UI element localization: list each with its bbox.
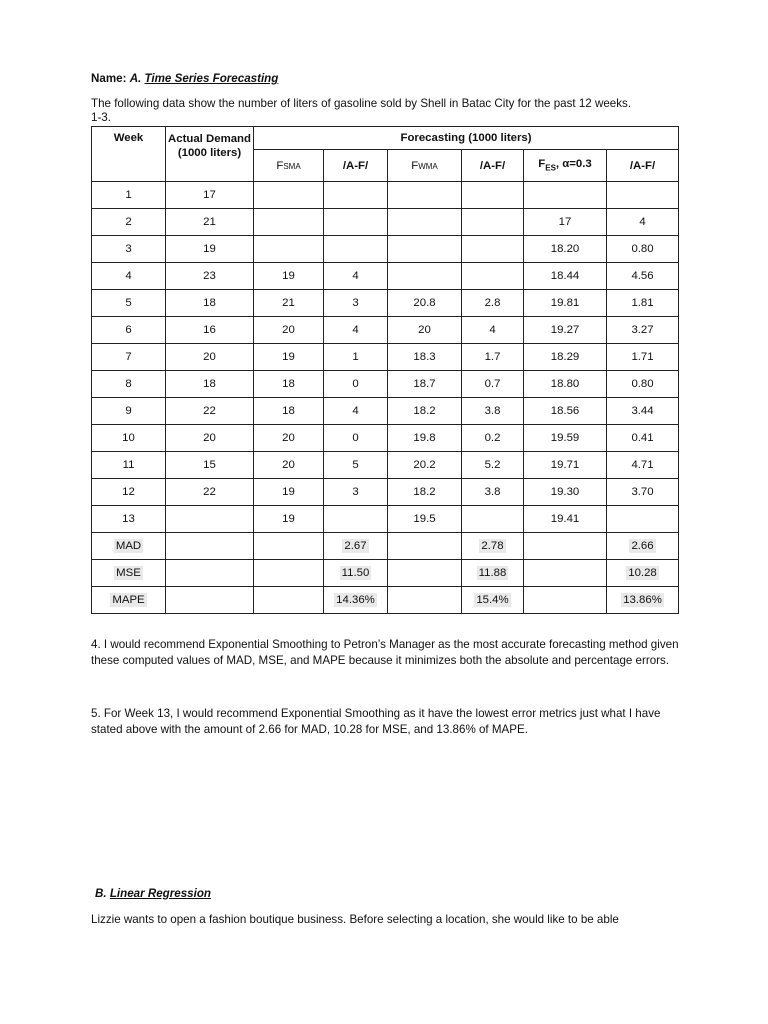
table-cell: 1.71 bbox=[607, 344, 679, 371]
table-cell: 17 bbox=[166, 182, 254, 209]
table-cell: 12 bbox=[92, 479, 166, 506]
table-cell bbox=[607, 506, 679, 533]
table-cell: 19 bbox=[254, 506, 324, 533]
summary-cell: 2.78 bbox=[462, 533, 524, 560]
table-cell: 19.27 bbox=[524, 317, 607, 344]
summary-cell bbox=[388, 533, 462, 560]
table-cell bbox=[254, 182, 324, 209]
table-cell: 4 bbox=[92, 263, 166, 290]
table-cell: 1 bbox=[324, 344, 388, 371]
table-row bbox=[92, 398, 679, 425]
table-row bbox=[92, 317, 679, 344]
table-cell bbox=[324, 182, 388, 209]
table-cell: 18.7 bbox=[388, 371, 462, 398]
table-cell: 18.2 bbox=[388, 479, 462, 506]
table-cell: 0 bbox=[324, 371, 388, 398]
table-cell: 20 bbox=[166, 425, 254, 452]
summary-cell: 11.88 bbox=[462, 560, 524, 587]
summary-cell bbox=[254, 587, 324, 614]
intro-paragraph bbox=[91, 97, 691, 125]
table-cell: 18 bbox=[166, 371, 254, 398]
table-cell bbox=[166, 506, 254, 533]
table-cell bbox=[388, 209, 462, 236]
name-label: Name: bbox=[91, 72, 127, 85]
table-summary bbox=[92, 533, 679, 614]
summary-cell bbox=[524, 587, 607, 614]
header-af-wma: /A-F/ bbox=[462, 150, 524, 182]
table-cell: 4.71 bbox=[607, 452, 679, 479]
table-cell: 1 bbox=[92, 182, 166, 209]
table-cell: 4.56 bbox=[607, 263, 679, 290]
table-cell: 20.8 bbox=[388, 290, 462, 317]
table-cell bbox=[254, 236, 324, 263]
section-letter: A. bbox=[129, 72, 142, 85]
table-cell: 15 bbox=[166, 452, 254, 479]
table-row bbox=[92, 479, 679, 506]
table-row bbox=[92, 371, 679, 398]
table-cell: 5.2 bbox=[462, 452, 524, 479]
header-week: Week bbox=[92, 127, 166, 182]
forecast-table bbox=[91, 126, 679, 614]
summary-row bbox=[92, 587, 679, 614]
table-cell: 17 bbox=[524, 209, 607, 236]
table-cell: 20 bbox=[388, 317, 462, 344]
table-cell: 18.80 bbox=[524, 371, 607, 398]
table-cell: 4 bbox=[324, 317, 388, 344]
table-cell bbox=[324, 506, 388, 533]
summary-row bbox=[92, 533, 679, 560]
summary-cell bbox=[388, 560, 462, 587]
table-cell: 21 bbox=[166, 209, 254, 236]
summary-cell: 14.36% bbox=[324, 587, 388, 614]
summary-cell: 2.67 bbox=[324, 533, 388, 560]
table-cell: 3.44 bbox=[607, 398, 679, 425]
table-cell: 3 bbox=[92, 236, 166, 263]
table-cell: 3.8 bbox=[462, 479, 524, 506]
table-cell: 7 bbox=[92, 344, 166, 371]
table-cell: 20.2 bbox=[388, 452, 462, 479]
table-row bbox=[92, 236, 679, 263]
table-cell: 19 bbox=[254, 344, 324, 371]
table-cell bbox=[254, 209, 324, 236]
table-cell: 16 bbox=[166, 317, 254, 344]
table-cell bbox=[607, 182, 679, 209]
table-cell: 4 bbox=[607, 209, 679, 236]
section-b-heading bbox=[95, 886, 695, 902]
table-cell bbox=[388, 182, 462, 209]
summary-cell bbox=[166, 587, 254, 614]
table-cell: 2 bbox=[92, 209, 166, 236]
table-cell: 2.8 bbox=[462, 290, 524, 317]
table-cell: 19 bbox=[166, 236, 254, 263]
table-cell bbox=[462, 506, 524, 533]
table-cell: 23 bbox=[166, 263, 254, 290]
header-fes: $F_{ES}$, α=0.3 bbox=[524, 150, 607, 182]
table-cell: 20 bbox=[254, 317, 324, 344]
table-cell: 20 bbox=[166, 344, 254, 371]
table-cell: 6 bbox=[92, 317, 166, 344]
summary-label: MSE bbox=[92, 560, 166, 587]
table-cell: 18.56 bbox=[524, 398, 607, 425]
summary-cell bbox=[388, 587, 462, 614]
header-actual-demand: Actual Demand (1000 liters) bbox=[166, 127, 254, 182]
table-cell: 19.8 bbox=[388, 425, 462, 452]
table-cell: 19.5 bbox=[388, 506, 462, 533]
table-cell bbox=[462, 263, 524, 290]
table-cell bbox=[388, 263, 462, 290]
table-cell: 20 bbox=[254, 452, 324, 479]
table-row bbox=[92, 182, 679, 209]
table-cell: 22 bbox=[166, 479, 254, 506]
summary-cell bbox=[166, 560, 254, 587]
table-cell: 21 bbox=[254, 290, 324, 317]
summary-cell: 11.50 bbox=[324, 560, 388, 587]
table-cell: 3 bbox=[324, 479, 388, 506]
table-row bbox=[92, 452, 679, 479]
table-cell: 11 bbox=[92, 452, 166, 479]
header-forecasting: Forecasting (1000 liters) bbox=[254, 127, 679, 150]
intro-line-2: 1-3. bbox=[91, 111, 111, 124]
table-row bbox=[92, 209, 679, 236]
section-title: Time Series Forecasting bbox=[144, 72, 279, 85]
summary-label: MAPE bbox=[92, 587, 166, 614]
table-cell: 5 bbox=[92, 290, 166, 317]
table-cell: 0.7 bbox=[462, 371, 524, 398]
table-cell: 22 bbox=[166, 398, 254, 425]
table-cell: 19.30 bbox=[524, 479, 607, 506]
summary-cell bbox=[524, 533, 607, 560]
table-row bbox=[92, 506, 679, 533]
summary-row bbox=[92, 560, 679, 587]
summary-cell bbox=[166, 533, 254, 560]
table-cell bbox=[524, 182, 607, 209]
table-row bbox=[92, 290, 679, 317]
table-cell: 19 bbox=[254, 263, 324, 290]
header-fwma: FWMA bbox=[388, 150, 462, 182]
table-cell: 0.41 bbox=[607, 425, 679, 452]
table-cell: 19.41 bbox=[524, 506, 607, 533]
table-cell: 3.70 bbox=[607, 479, 679, 506]
table-cell: 10 bbox=[92, 425, 166, 452]
table-cell: 0 bbox=[324, 425, 388, 452]
table-cell: 18.29 bbox=[524, 344, 607, 371]
table-cell: 4 bbox=[462, 317, 524, 344]
section-b-letter: B. bbox=[95, 887, 107, 900]
table-cell: 13 bbox=[92, 506, 166, 533]
table-cell: 18.20 bbox=[524, 236, 607, 263]
table-cell bbox=[462, 209, 524, 236]
table-row bbox=[92, 263, 679, 290]
table-cell: 0.2 bbox=[462, 425, 524, 452]
table-cell: 18.44 bbox=[524, 263, 607, 290]
table-cell bbox=[324, 236, 388, 263]
table-cell: 8 bbox=[92, 371, 166, 398]
table-cell: 18 bbox=[254, 398, 324, 425]
answer-5: 5. For Week 13, I would recommend Exponential Smoothing as it have the lowest error metrics just what I have stated above with the amount of 2.66 for MAD, 10.28 for MSE, and 13.86% of MAPE. bbox=[91, 707, 661, 736]
table-cell: 9 bbox=[92, 398, 166, 425]
table-row bbox=[92, 425, 679, 452]
intro-line-1: The following data show the number of liters of gasoline sold by Shell in Batac City for the past 12 weeks. bbox=[91, 97, 632, 110]
summary-cell bbox=[254, 533, 324, 560]
table-cell: 1.81 bbox=[607, 290, 679, 317]
header-af-sma: /A-F/ bbox=[324, 150, 388, 182]
section-b-intro: Lizzie wants to open a fashion boutique business. Before selecting a location, she would like to be able bbox=[91, 913, 619, 926]
summary-cell bbox=[524, 560, 607, 587]
table-cell bbox=[324, 209, 388, 236]
name-line bbox=[91, 71, 691, 87]
table-cell: 1.7 bbox=[462, 344, 524, 371]
summary-cell: 13.86% bbox=[607, 587, 679, 614]
table-cell: 18 bbox=[254, 371, 324, 398]
table-cell: 19.81 bbox=[524, 290, 607, 317]
table-cell: 4 bbox=[324, 263, 388, 290]
table-cell bbox=[462, 236, 524, 263]
table-cell bbox=[388, 236, 462, 263]
summary-cell: 10.28 bbox=[607, 560, 679, 587]
table-cell: 19 bbox=[254, 479, 324, 506]
summary-cell bbox=[254, 560, 324, 587]
table-cell: 18 bbox=[166, 290, 254, 317]
table-cell: 3.27 bbox=[607, 317, 679, 344]
table-cell: 3 bbox=[324, 290, 388, 317]
table-cell: 18.2 bbox=[388, 398, 462, 425]
table-cell: 19.71 bbox=[524, 452, 607, 479]
table-row bbox=[92, 344, 679, 371]
summary-cell: 15.4% bbox=[462, 587, 524, 614]
table-cell: 5 bbox=[324, 452, 388, 479]
table-body bbox=[92, 182, 679, 533]
table-cell: 3.8 bbox=[462, 398, 524, 425]
table-cell: 19.59 bbox=[524, 425, 607, 452]
table-cell: 0.80 bbox=[607, 236, 679, 263]
section-b-title: Linear Regression bbox=[109, 887, 211, 900]
summary-label: MAD bbox=[92, 533, 166, 560]
table-cell bbox=[462, 182, 524, 209]
table-cell: 4 bbox=[324, 398, 388, 425]
summary-cell: 2.66 bbox=[607, 533, 679, 560]
table-cell: 0.80 bbox=[607, 371, 679, 398]
header-fsma: FSMA bbox=[254, 150, 324, 182]
table-cell: 20 bbox=[254, 425, 324, 452]
table-cell: 18.3 bbox=[388, 344, 462, 371]
answer-4: 4. I would recommend Exponential Smoothing to Petron’s Manager as the most accurate forecasting method given these computed values of MAD, MSE, and MAPE because it minimizes both the absolute and percentage errors. bbox=[91, 638, 679, 667]
header-af-es: /A-F/ bbox=[607, 150, 679, 182]
